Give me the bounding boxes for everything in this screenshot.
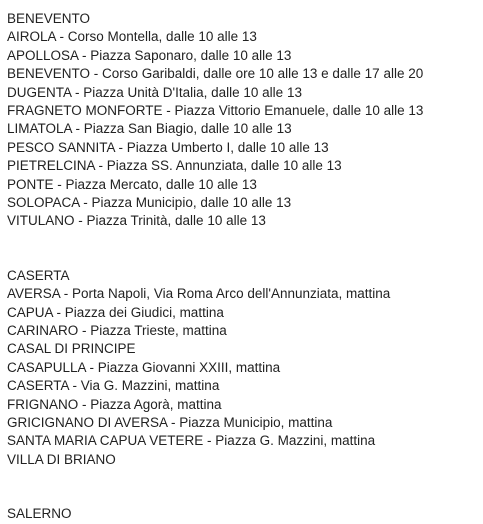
list-item: SANTA MARIA CAPUA VETERE - Piazza G. Mazzini, mattina: [7, 433, 376, 449]
list-item: PONTE - Piazza Mercato, dalle 10 alle 13: [7, 176, 257, 192]
list-item: CASAPULLA - Piazza Giovanni XXIII, mattina: [7, 359, 281, 375]
section-heading: SALERNO: [7, 506, 72, 522]
list-item: PIETRELCINA - Piazza SS. Annunziata, dalle 10 alle 13: [7, 158, 342, 174]
list-item: CAPUA - Piazza dei Giudici, mattina: [7, 304, 224, 320]
list-item: PESCO SANNITA - Piazza Umberto I, dalle 10 alle 13: [7, 139, 329, 155]
section-salerno: [7, 505, 479, 523]
list-item: CARINARO - Piazza Trieste, mattina: [7, 323, 227, 339]
section-spacer: [7, 231, 479, 267]
section-spacer: [7, 469, 479, 505]
section-benevento: [7, 10, 479, 231]
section-heading: CASERTA: [7, 267, 70, 283]
list-item: APOLLOSA - Piazza Saponaro, dalle 10 alle 13: [7, 47, 292, 63]
list-item: DUGENTA - Piazza Unità D'Italia, dalle 10 alle 13: [7, 84, 302, 100]
list-item: GRICIGNANO DI AVERSA - Piazza Municipio, mattina: [7, 415, 333, 430]
list-item: AIROLA - Corso Montella, dalle 10 alle 13: [7, 29, 257, 45]
document-body: [7, 10, 479, 524]
list-item: CASAL DI PRINCIPE: [7, 341, 136, 357]
list-item: FRAGNETO MONFORTE - Piazza Vittorio Emanuele, dalle 10 alle 13: [7, 102, 424, 118]
list-item: FRIGNANO - Piazza Agorà, mattina: [7, 396, 222, 412]
list-item: VITULANO - Piazza Trinità, dalle 10 alle 13: [7, 213, 266, 229]
list-item: AVERSA - Porta Napoli, Via Roma Arco dell'Annunziata, mattina: [7, 286, 391, 302]
section-heading: BENEVENTO: [7, 11, 91, 26]
list-item: CASERTA - Via G. Mazzini, mattina: [7, 378, 220, 394]
list-item: LIMATOLA - Piazza San Biagio, dalle 10 alle 13: [7, 121, 292, 137]
list-item: BENEVENTO - Corso Garibaldi, dalle ore 10 alle 13 e dalle 17 alle 20: [7, 66, 424, 82]
list-item: SOLOPACA - Piazza Municipio, dalle 10 alle 13: [7, 194, 292, 210]
section-caserta: [7, 267, 479, 469]
list-item: VILLA DI BRIANO: [7, 451, 116, 467]
